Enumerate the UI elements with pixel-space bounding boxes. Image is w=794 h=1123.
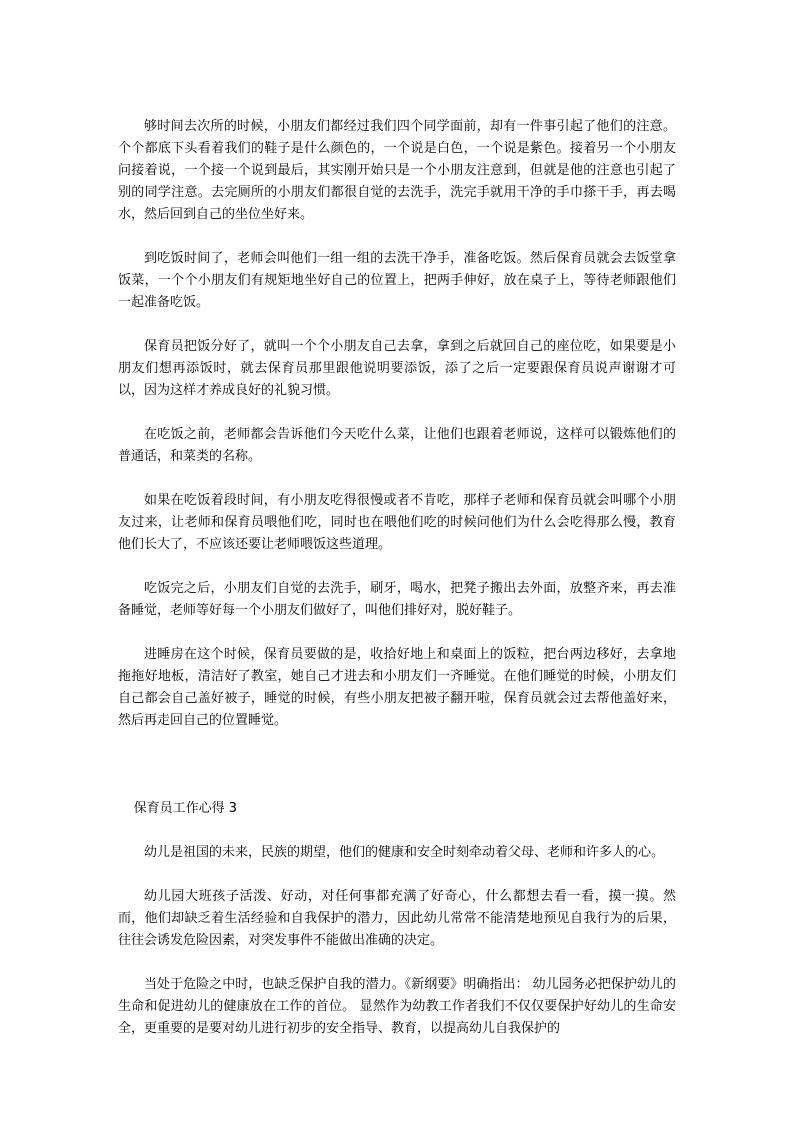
paragraph-after-meal: 吃饭完之后，小朋友们自觉的去洗手，刷牙，喝水，把凳子搬出去外面，放整齐来，再去准备睡觉，老师等好每一个小朋友们做好了，叫他们排好对，脱好鞋子。 <box>118 581 676 618</box>
paragraph-gap <box>118 864 676 886</box>
section-title: 保育员工作心得 3 <box>133 801 237 816</box>
paragraph-gap <box>118 468 676 490</box>
document-page <box>118 116 676 1040</box>
paragraph-gap <box>118 556 676 578</box>
paragraph-children-future: 幼儿是祖国的未来，民族的期望，他们的健康和安全时刻牵动着父母、老师和许多人的心。 <box>144 845 665 860</box>
paragraph-bathroom: 够时间去次所的时候，小朋友们都经过我们四个同学面前，却有一件事引起了他们的注意。个个都底下头看着我们的鞋子是什么颜色的，一个说是白色，一个说是紫色。接着另一个小朋友问接着说，一个接一个说到最后，其实刚开始只是一个小朋友注意到，但就是他的注意也引起了别的同学注意。去完厕所的小朋友们都很自觉的去洗手，洗完手就用干净的手巾搽干手，再去喝水，然后回到自己的坐位坐好来。 <box>118 119 676 222</box>
paragraph-gap <box>118 622 676 644</box>
paragraph-gap <box>118 820 676 842</box>
paragraph-menu: 在吃饭之前，老师都会告诉他们今天吃什么菜，让他们也跟着老师说，这样可以锻炼他们的普通话，和菜类的名称。 <box>118 427 676 464</box>
paragraph-gap <box>118 314 676 336</box>
paragraph-gap <box>118 952 676 974</box>
paragraph-slow-eaters: 如果在吃饭着段时间，有小朋友吃得很慢或者不肯吃，那样子老师和保育员就会叫哪个小朋友过来，让老师和保育员喂他们吃，同时也在喂他们吃的时候问他们为什么会吃得那么慢，教育他们长大了，不应该还要让老师喂饭这些道理。 <box>118 493 676 552</box>
paragraph-curiosity: 幼儿园大班孩子活泼、好动，对任何事都充满了好奇心，什么都想去看一看，摸一摸。然而，他们却缺乏着生活经验和自我保护的潜力，因此幼儿常常不能清楚地预见自我行为的后果，往往会诱发危险因素，对突发事件不能做出准确的决定。 <box>118 889 676 948</box>
paragraph-meal-prep: 到吃饭时间了，老师会叫他们一组一组的去洗干净手，准备吃饭。然后保育员就会去饭堂拿饭菜，一个个小朋友们有规矩地坐好自己的位置上，把两手伸好，放在桌子上，等待老师跟他们一起准备吃饭。 <box>118 251 676 310</box>
paragraph-gap <box>118 226 676 248</box>
paragraph-gap <box>118 402 676 424</box>
paragraph-safety: 当处于危险之中时，也缺乏保护自我的潜力。《新纲要》明确指出： 幼儿园务必把保护幼儿的生命和促进幼儿的健康放在工作的首位。 显然作为幼教工作者我们不仅仅要保护好幼儿的生命安全，更重要的是要对幼儿进行初步的安全指导、教育，以提高幼儿自我保护的 <box>118 977 676 1036</box>
section-gap <box>118 732 676 798</box>
paragraph-nap: 进睡房在这个时候，保育员要做的是，收拾好地上和桌面上的饭粒，把台两边移好，去拿地拖拖好地板，清洁好了教室，她自己才进去和小朋友们一齐睡觉。在他们睡觉的时候，小朋友们自己都会自己盖好被子，睡觉的时候，有些小朋友把被子翻开啦，保育员就会过去帮他盖好来，然后再走回自己的位置睡觉。 <box>118 647 676 728</box>
paragraph-serving: 保育员把饭分好了，就叫一个个小朋友自己去拿，拿到之后就回自己的座位吃，如果要是小朋友们想再添饭时，就去保育员那里跟他说明要添饭，添了之后一定要跟保育员说声谢谢才可以，因为这样才养成良好的礼貌习惯。 <box>118 339 676 398</box>
